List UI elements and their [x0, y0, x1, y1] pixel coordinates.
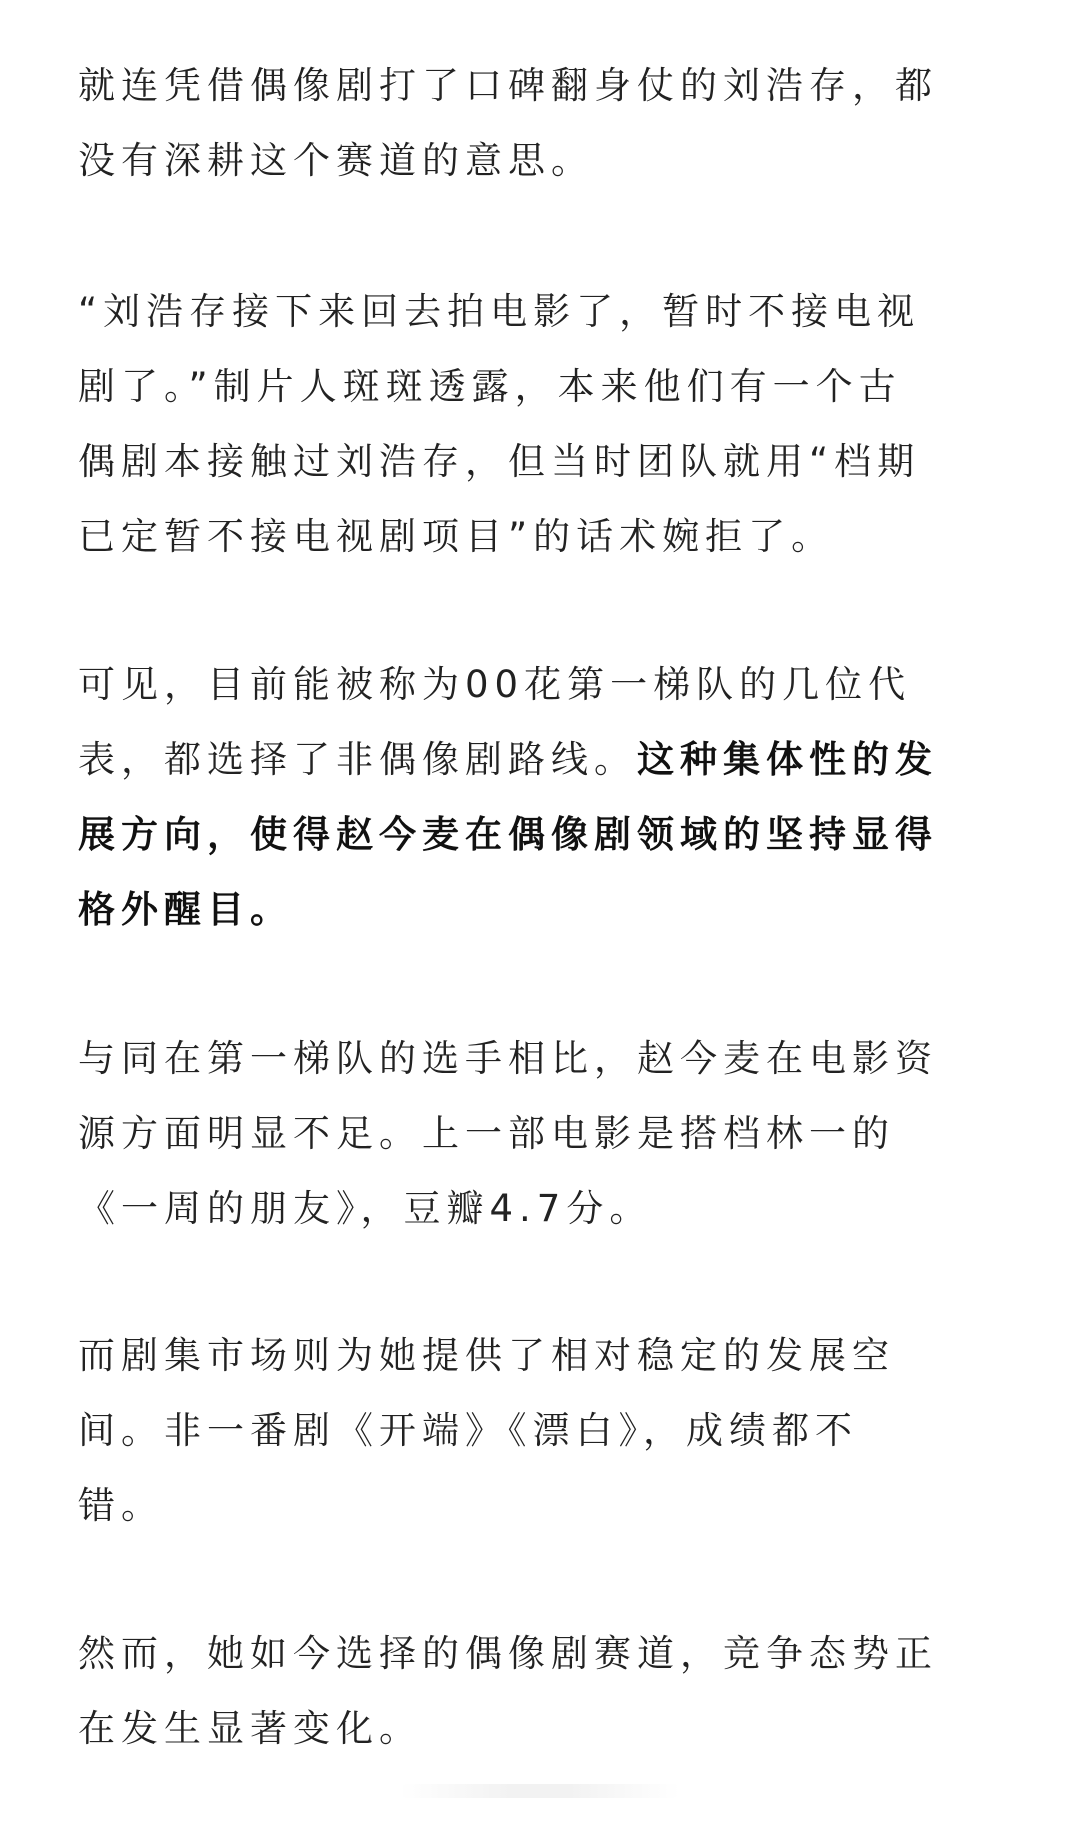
paragraph-3	[78, 647, 1028, 947]
paragraph-3-lead: 可见，目前能被称为00花第一梯队的几位代 表，都选择了非偶像剧路线。	[78, 663, 912, 781]
bottom-fade-decoration	[400, 1784, 680, 1798]
paragraph-2: “刘浩存接下来回去拍电影了，暂时不接电视 剧了。”制片人斑斑透露，本来他们有一个古 偶剧本接触过刘浩存，但当时团队就用“档期 已定暂不接电视剧项目”的话术婉拒了。	[78, 290, 921, 558]
paragraph-6: 然而，她如今选择的偶像剧赛道，竞争态势正 在发生显著变化。	[78, 1632, 938, 1750]
paragraph-4: 与同在第一梯队的选手相比，赵今麦在电影资 源方面明显不足。上一部电影是搭档林一的 《一周的朋友》，豆瓣4.7分。	[78, 1037, 938, 1230]
paragraph-3-bold: 这种集体性的发 展方向，使得赵今麦在偶像剧领域的坚持显得 格外醒目。	[78, 738, 938, 931]
paragraph-1: 就连凭借偶像剧打了口碑翻身仗的刘浩存，都 没有深耕这个赛道的意思。	[78, 64, 938, 182]
paragraph-5: 而剧集市场则为她提供了相对稳定的发展空 间。非一番剧《开端》《漂白》，成绩都不 错。	[78, 1334, 895, 1527]
